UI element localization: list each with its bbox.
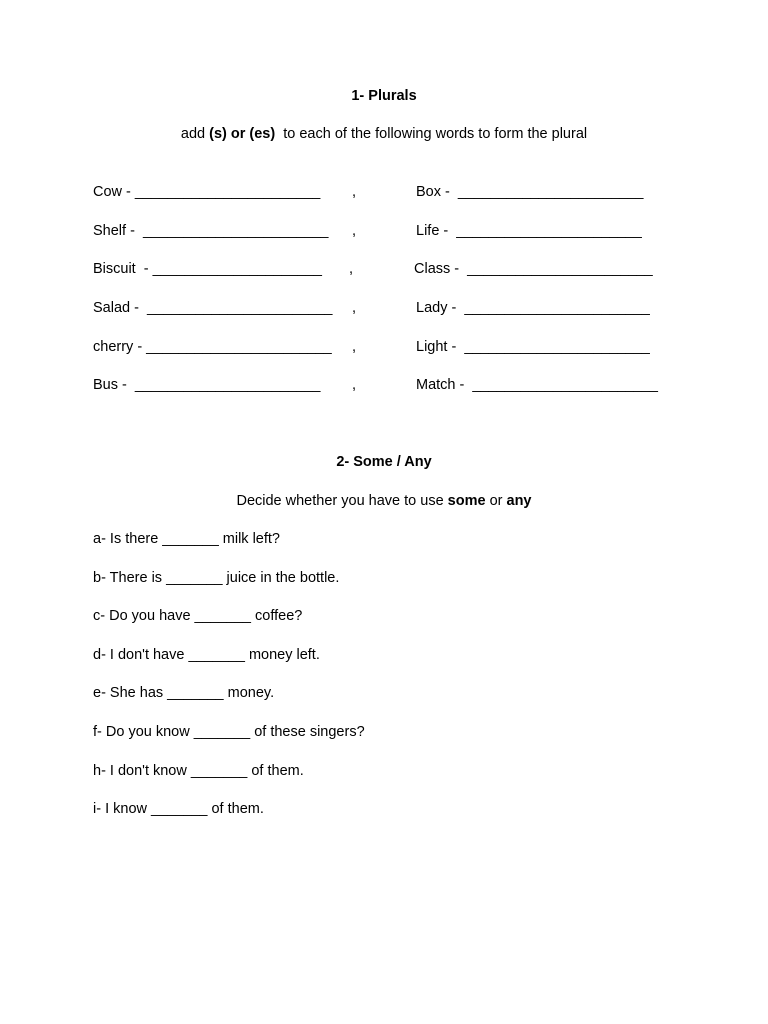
- exercise-item: e- She has _______ money.: [93, 685, 275, 701]
- exercise-item: a- Is there _______ milk left?: [93, 531, 280, 547]
- instruction-post: to each of the following words to form the plural: [275, 126, 588, 142]
- plural-right: Match - _______________________: [416, 377, 658, 393]
- plural-separator: ,: [352, 223, 357, 239]
- exercise-item: h- I don't know _______ of them.: [93, 763, 304, 779]
- instruction-bold: (s) or (es): [209, 126, 276, 142]
- plural-left: Biscuit - _____________________: [93, 261, 322, 277]
- plural-left: Shelf - _______________________: [93, 223, 329, 239]
- plural-right: Life - _______________________: [416, 223, 642, 239]
- plural-left: Bus - _______________________: [93, 377, 321, 393]
- plural-left: Salad - _______________________: [93, 300, 333, 316]
- plural-right: Box - _______________________: [416, 184, 644, 200]
- exercise-item: d- I don't have _______ money left.: [93, 647, 320, 663]
- exercise-item: i- I know _______ of them.: [93, 801, 264, 817]
- plural-right: Light - _______________________: [416, 339, 650, 355]
- plural-separator: ,: [352, 184, 357, 200]
- plural-separator: ,: [352, 300, 357, 316]
- plural-separator: ,: [352, 377, 357, 393]
- some-any-instruction: [0, 492, 768, 510]
- plurals-title: 1- Plurals: [351, 88, 417, 104]
- instruction2-bold-any: any: [506, 493, 532, 509]
- plural-left: cherry - _______________________: [93, 339, 332, 355]
- plurals-instruction: [0, 125, 768, 143]
- plural-left: Cow - _______________________: [93, 184, 321, 200]
- instruction-pre: add: [180, 126, 210, 142]
- exercise-item: f- Do you know _______ of these singers?: [93, 724, 365, 740]
- plural-separator: ,: [352, 339, 357, 355]
- exercise-item: b- There is _______ juice in the bottle.: [93, 570, 340, 586]
- exercise-item: c- Do you have _______ coffee?: [93, 608, 303, 624]
- instruction2-mid: or: [485, 493, 507, 509]
- plural-right: Lady - _______________________: [416, 300, 650, 316]
- some-any-title: 2- Some / Any: [336, 454, 432, 470]
- instruction2-pre: Decide whether you have to use: [236, 493, 448, 509]
- plural-separator: ,: [349, 261, 354, 277]
- instruction2-bold-some: some: [447, 493, 486, 509]
- plural-right: Class - _______________________: [414, 261, 653, 277]
